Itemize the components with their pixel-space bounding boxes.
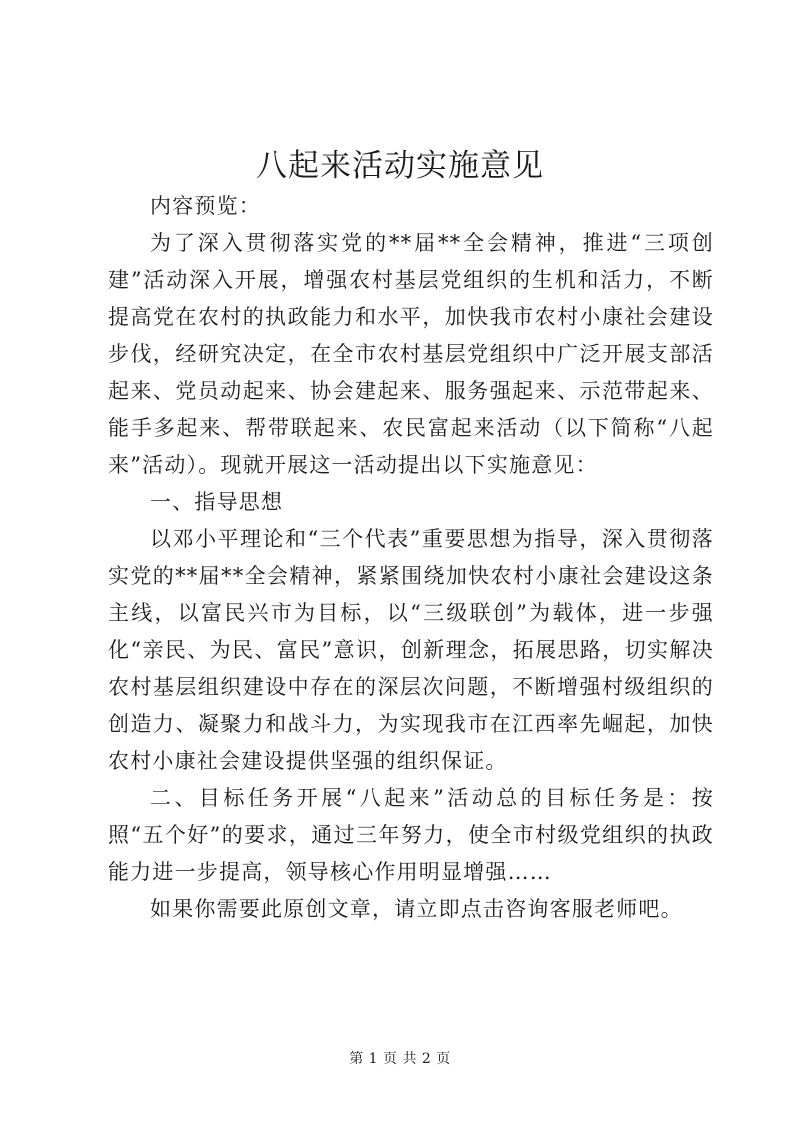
page-title: 八起来活动实施意见	[256, 148, 544, 184]
contact-prompt-paragraph[interactable]: 如果你需要此原创文章，请立即点击咨询客服老师吧。	[150, 897, 683, 921]
section-heading-guiding-ideology: 一、指导思想	[150, 490, 284, 514]
intro-paragraph: 为了深入贯彻落实党的**届**全会精神，推进“三项创建”活动深入开展，增强农村基层党组织的生机和活力，不断提高党在农村的执政能力和水平，加快我市农村小康社会建设步伐，经研究决定，在全市农村基层党组织中广泛开展支部活起来、党员动起来、协会建起来、服务强起来、示范带起来、能手多起来、帮带联起来、农民富起来活动（以下简称“八起来”活动）。现就开展这一活动提出以下实施意见：	[108, 231, 714, 477]
preview-label: 内容预览：	[150, 194, 261, 218]
guiding-ideology-paragraph: 以邓小平理论和“三个代表”重要思想为指导，深入贯彻落实党的**届**全会精神，紧紧围绕加快农村小康社会建设这条主线，以富民兴市为目标，以“三级联创”为载体，进一步强化“亲民、为民、富民”意识，创新理念，拓展思路，切实解决农村基层组织建设中存在的深层次问题，不断增强村级组织的创造力、凝聚力和战斗力，为实现我市在江西率先崛起，加快农村小康社会建设提供坚强的组织保证。	[108, 527, 714, 773]
document-body	[108, 188, 714, 928]
page-number-footer: 第 1 页 共 2 页	[349, 1051, 451, 1067]
goals-tasks-paragraph: 二、目标任务开展“八起来”活动总的目标任务是：按照“五个好”的要求，通过三年努力，使全市村级党组织的执政能力进一步提高，领导核心作用明显增强……	[108, 786, 714, 884]
